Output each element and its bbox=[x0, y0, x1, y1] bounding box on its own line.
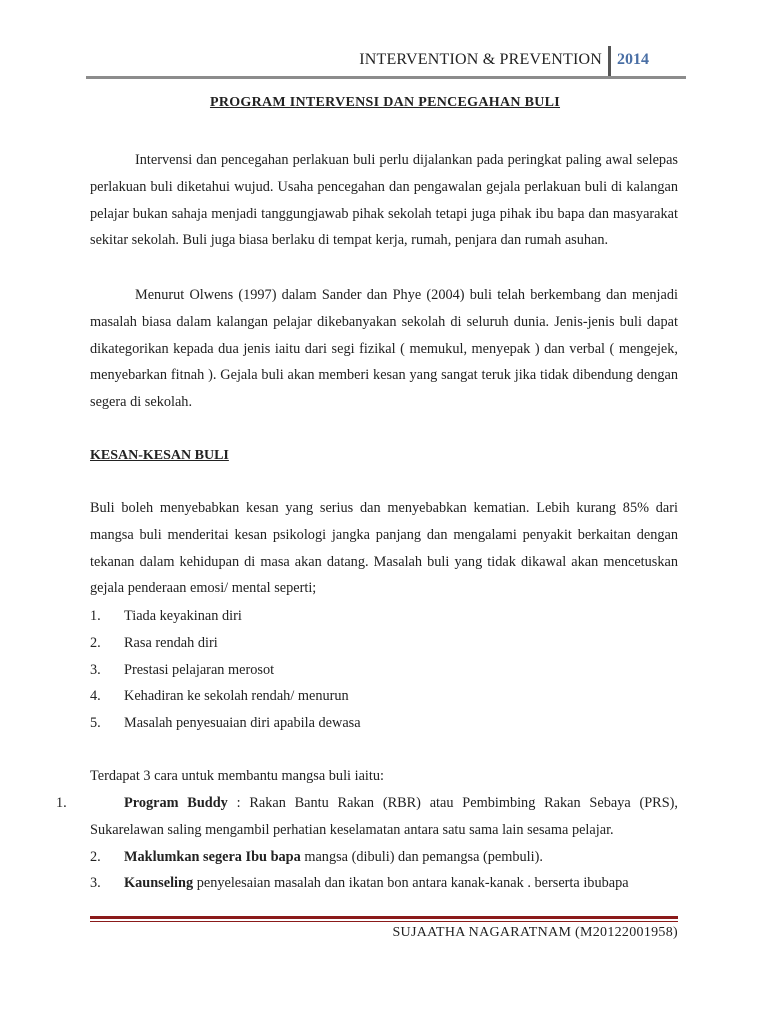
list-item bbox=[90, 870, 678, 897]
list-item-text: penyelesaian masalah dan ikatan bon antara kanak-kanak . berserta ibubapa bbox=[193, 875, 629, 892]
header-rule bbox=[86, 76, 686, 79]
list-number: 3. bbox=[90, 875, 101, 892]
ways-intro: Terdapat 3 cara untuk membantu mangsa buli iaitu: bbox=[90, 768, 384, 784]
list-number: 1. bbox=[56, 795, 67, 811]
header-divider bbox=[608, 46, 611, 78]
list-item bbox=[90, 603, 678, 630]
list-number: 4. bbox=[90, 688, 101, 705]
header-year: 2014 bbox=[617, 51, 649, 68]
ways-list bbox=[56, 790, 678, 897]
footer-rule bbox=[90, 916, 678, 919]
footer-rule-thin bbox=[90, 921, 678, 922]
list-item bbox=[90, 710, 678, 737]
list-number: 3. bbox=[90, 661, 101, 678]
list-number: 5. bbox=[90, 715, 101, 732]
intro-paragraph-1-text: Intervensi dan pencegahan perlakuan buli perlu dijalankan pada peringkat paling awal selepas perlakuan buli diketahui wujud. Usaha pencegahan dan pengawalan gejala perlakuan buli di kalangan pelajar bukan sahaja menjadi tanggungjawab pihak sekolah tetapi juga pihak ibu bapa dan masyarakat sekitar sekolah. Buli juga biasa berlaku di tempat kerja, rumah, penjara dan rumah asuhan. bbox=[90, 152, 678, 249]
list-item bbox=[56, 790, 678, 844]
list-number: 2. bbox=[90, 634, 101, 651]
list-item-bold: Program Buddy bbox=[124, 795, 228, 811]
header-title: INTERVENTION & PREVENTION bbox=[359, 51, 602, 68]
intro-paragraph-2-text: Menurut Olwens (1997) dalam Sander dan Phye (2004) buli telah berkembang dan menjadi masalah biasa dalam kalangan pelajar dikebanyakan sekolah di seluruh dunia. Jenis-jenis buli dapat dikategorikan kepada dua jenis iaitu dari segi fizikal ( memukul, menyepak ) dan verbal ( mengejek, menyebarkan fitnah ). Gejala buli akan memberi kesan yang sangat teruk jika tidak dibendung dengan segera di sekolah. bbox=[90, 287, 678, 411]
effects-list bbox=[90, 603, 678, 737]
effects-intro: Buli boleh menyebabkan kesan yang serius dan menyebabkan kematian. Lebih kurang 85% dari mangsa buli menderitai kesan psikologi jangka panjang dan mengalami penyakit berkaitan dengan tekanan dalam kehidupan di masa akan datang. Masalah buli yang tidak dikawal akan mencetuskan gejala penderaan emosi/ mental seperti; bbox=[90, 500, 678, 597]
list-item-text: Prestasi pelajaran merosot bbox=[124, 661, 275, 678]
list-item-text: mangsa (dibuli) dan pemangsa (pembuli). bbox=[300, 848, 543, 865]
list-item-text: Masalah penyesuaian diri apabila dewasa bbox=[124, 715, 361, 732]
effects-heading: KESAN-KESAN BULI bbox=[90, 448, 229, 463]
footer-author: SUJAATHA NAGARATNAM (M20122001958) bbox=[392, 925, 678, 940]
list-item-text: : Rakan Bantu Rakan (RBR) atau Pembimbing Rakan Sebaya (PRS), Sukarelawan saling mengambil perhatian keselamatan antara satu sama lain sesama pelajar. bbox=[90, 795, 678, 838]
list-item-text: Kehadiran ke sekolah rendah/ menurun bbox=[124, 688, 349, 705]
list-number: 1. bbox=[90, 608, 101, 624]
main-heading: PROGRAM INTERVENSI DAN PENCEGAHAN BULI bbox=[209, 95, 561, 110]
list-item-text: Tiada keyakinan diri bbox=[124, 608, 242, 624]
list-item bbox=[90, 844, 678, 871]
list-number: 2. bbox=[90, 848, 101, 865]
list-item-bold: Maklumkan segera Ibu bapa bbox=[124, 848, 301, 865]
list-item bbox=[90, 657, 678, 684]
list-item bbox=[90, 630, 678, 657]
intro-paragraph-2 bbox=[90, 282, 678, 416]
intro-paragraph-1 bbox=[90, 147, 678, 254]
list-item bbox=[90, 683, 678, 710]
list-item-text: Rasa rendah diri bbox=[124, 634, 218, 651]
list-item-bold: Kaunseling bbox=[124, 875, 194, 892]
